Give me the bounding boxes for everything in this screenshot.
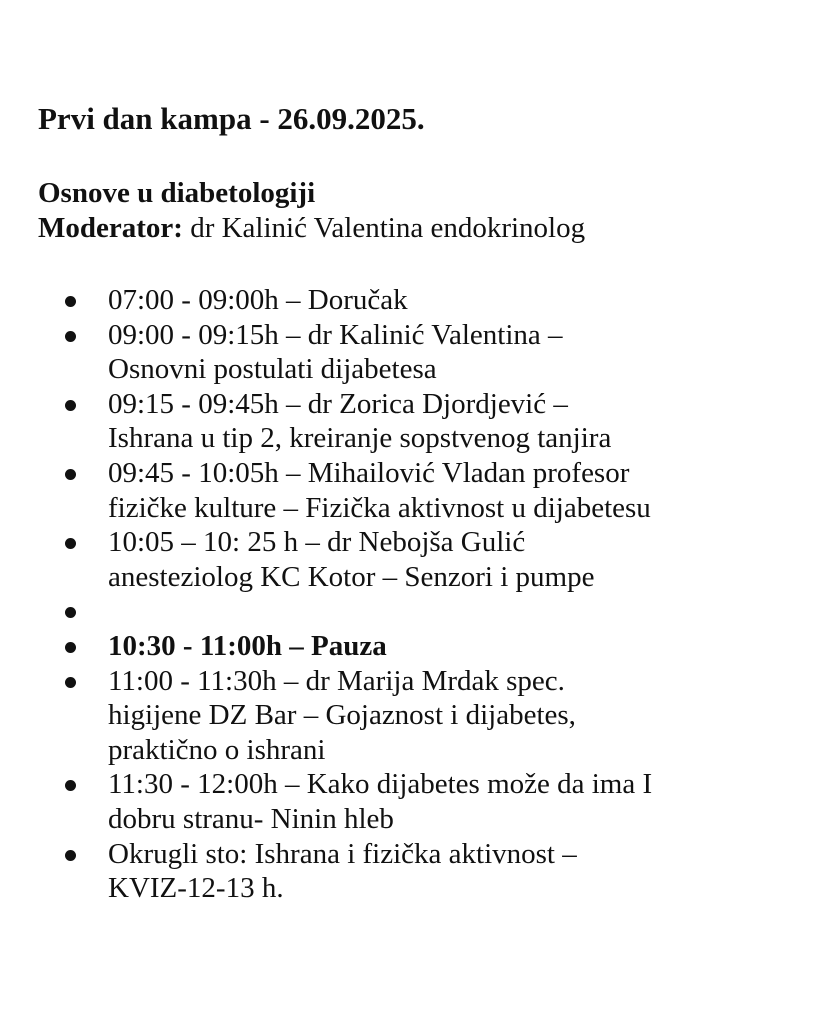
bullet-icon [65, 538, 76, 549]
schedule-item-text: 07:00 - 09:00h – Doručak [108, 284, 408, 316]
schedule-item-text: 09:45 - 10:05h – Mihailović Vladan profesor fizičke kulture – Fizička aktivnost u dijabetesu [108, 456, 651, 524]
schedule-item [38, 318, 808, 387]
schedule-item-text: 10:05 – 10: 25 h – dr Nebojša Gulić anesteziolog KC Kotor – Senzori i pumpe [108, 526, 595, 593]
schedule-item-text: 10:30 - 11:00h – Pauza [108, 629, 387, 662]
schedule-item [38, 283, 808, 318]
bullet-icon [65, 850, 76, 861]
schedule-item-text: 09:00 - 09:15h – dr Kalinić Valentina – Osnovni postulati dijabetesa [108, 318, 563, 386]
schedule-item [38, 767, 808, 836]
bullet-icon [65, 331, 76, 342]
bullet-icon [65, 296, 76, 307]
schedule-item [38, 456, 808, 525]
schedule-item-text: Okrugli sto: Ishrana i fizička aktivnost – KVIZ-12-13 h. [108, 837, 577, 905]
bullet-icon [65, 469, 76, 480]
schedule-item [38, 387, 808, 456]
moderator-label: Moderator: [38, 212, 183, 244]
schedule-list [38, 283, 808, 906]
schedule-item-text: 11:30 - 12:00h – Kako dijabetes može da ima I dobru stranu- Ninin hleb [108, 768, 653, 835]
moderator-line [38, 211, 585, 245]
moderator-value: dr Kalinić Valentina endokrinolog [182, 212, 586, 244]
schedule-item [38, 837, 808, 906]
schedule-item-break [38, 629, 808, 664]
section-title: Osnove u diabetologiji [38, 177, 316, 209]
bullet-icon [65, 607, 76, 618]
schedule-item-text: 09:15 - 09:45h – dr Zorica Djordjević – Ishrana u tip 2, kreiranje sopstvenog tanjira [108, 387, 612, 455]
schedule-item [38, 664, 808, 768]
bullet-icon [65, 400, 76, 411]
bullet-icon [65, 642, 76, 653]
bullet-icon [65, 677, 76, 688]
schedule-item-text: 11:00 - 11:30h – dr Marija Mrdak spec. higijene DZ Bar – Gojaznost i dijabetes, praktično o ishrani [108, 664, 576, 766]
schedule-item-empty [38, 594, 808, 629]
bullet-icon [65, 780, 76, 791]
page-title: Prvi dan kampa - 26.09.2025. [38, 101, 425, 136]
schedule-item [38, 525, 808, 594]
